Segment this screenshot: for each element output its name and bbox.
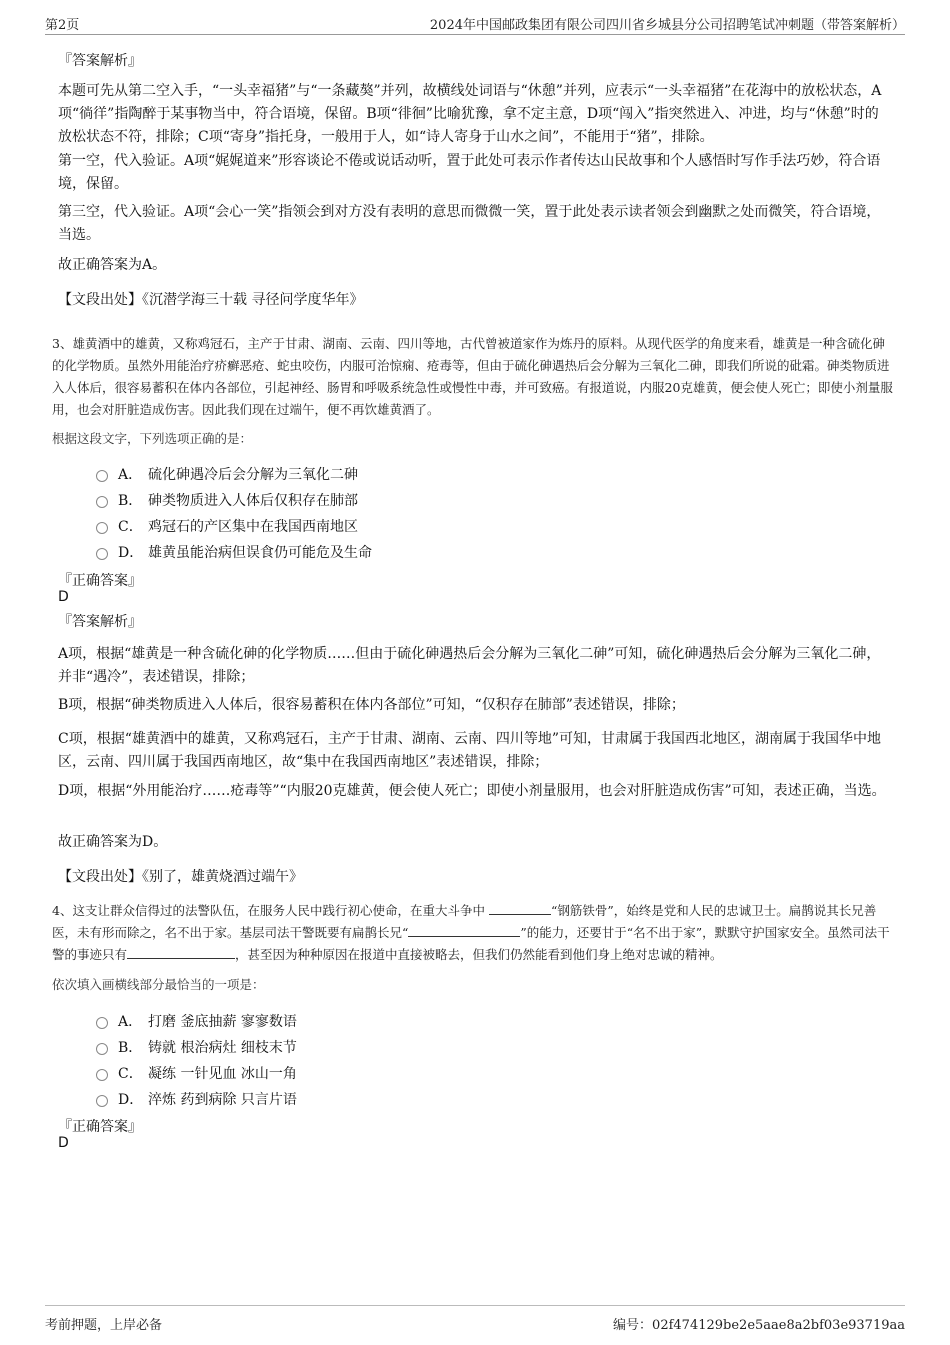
page-header	[45, 14, 905, 35]
passage-source: 【文段出处】《别了，雄黄烧酒过端午》	[58, 869, 303, 885]
stem-text: 4、这支让群众信得过的法警队伍，在服务人民中践行初心使命，在重大斗争中	[52, 903, 485, 918]
radio-button[interactable]	[96, 548, 108, 560]
option-text: 硫化砷遇冷后会分解为三氧化二砷	[148, 467, 358, 483]
option-text: 打磨 釜底抽薪 寥寥数语	[148, 1014, 297, 1030]
correct-answer-label: 『正确答案』	[58, 1119, 142, 1135]
option-c[interactable]	[96, 1063, 297, 1083]
option-b[interactable]	[96, 490, 358, 510]
document-title: 2024年中国邮政集团有限公司四川省乡城县分公司招聘笔试冲刺题（带答案解析）	[429, 18, 905, 33]
option-c[interactable]	[96, 516, 358, 536]
option-text: 鸡冠石的产区集中在我国西南地区	[148, 519, 358, 535]
option-d[interactable]	[96, 1089, 297, 1109]
radio-button[interactable]	[96, 1043, 108, 1055]
option-text: 砷类物质进入人体后仅积存在肺部	[148, 493, 358, 509]
page-footer	[45, 1305, 905, 1333]
document-id: 编号：02f474129be2e5aae8a2bf03e93719aa	[613, 1318, 905, 1333]
analysis-paragraph: B项，根据“砷类物质进入人体后，很容易蓄积在体内各部位”可知，“仅积存在肺部”表述错误，排除；	[58, 697, 685, 713]
option-b[interactable]	[96, 1037, 297, 1057]
option-key: C．	[118, 519, 143, 535]
final-answer-text: 故正确答案为D。	[58, 834, 168, 850]
option-key: D．	[118, 545, 144, 561]
correct-answer: D	[58, 1135, 69, 1151]
option-a[interactable]	[96, 464, 358, 484]
option-text: 淬炼 药到病除 只言片语	[148, 1092, 297, 1108]
option-key: A．	[118, 467, 143, 483]
option-text: 雄黄虽能治病但误食仍可能危及生命	[148, 545, 372, 561]
option-key: A．	[118, 1014, 143, 1030]
radio-button[interactable]	[96, 470, 108, 482]
question-prompt: 依次填入画横线部分最恰当的一项是：	[52, 977, 265, 992]
question-stem: 3、雄黄酒中的雄黄，又称鸡冠石，主产于甘肃、湖南、云南、四川等地，古代曾被道家作为炼丹的原料。从现代医学的角度来看，雄黄是一种含硫化砷的化学物质。虽然外用能治疗疥癣恶疮、蛇虫咬伤，内服可治惊痫、疮毒等，但由于硫化砷遇热后会分解为三氧化二砷，即我们所说的砒霜。砷类物质进入人体后，很容易蓄积在体内各部位，引起神经、肠胃和呼吸系统急性或慢性中毒，并可致癌。有报道说，内服20克雄黄，便会使人死亡；即使小剂量服用，也会对肝脏造成伤害。因此我们现在过端午，便不再饮雄黄酒了。	[52, 336, 893, 417]
radio-button[interactable]	[96, 1017, 108, 1029]
analysis-paragraph: D项，根据“外用能治疗……疮毒等”“内服20克雄黄，便会使人死亡；即使小剂量服用，也会对肝脏造成伤害”可知，表述正确，当选。	[58, 783, 886, 799]
radio-button[interactable]	[96, 1095, 108, 1107]
correct-answer-label: 『正确答案』	[58, 573, 142, 589]
correct-answer: D	[58, 589, 69, 605]
fill-blank	[127, 946, 235, 959]
final-answer-text: 故正确答案为A。	[58, 257, 167, 273]
radio-button[interactable]	[96, 496, 108, 508]
fill-blank	[489, 902, 551, 915]
option-key: C．	[118, 1066, 143, 1082]
option-key: B．	[118, 493, 143, 509]
passage-source: 【文段出处】《沉潜学海三十载 寻径问学度华年》	[58, 292, 364, 308]
analysis-paragraph: 本题可先从第二空入手，“一头幸福猪”与“一条藏獒”并列，故横线处词语与“休憩”并列，应表示“一头幸福猪”在花海中的放松状态，A项“徜徉”指陶醉于某事物当中，符合语境，保留。B项“徘徊”比喻犹豫，拿不定主意，D项“闯入”指突然进入、冲进，均与“休憩”时的放松状态不符，排除；C项“寄身”指托身，一般用于人，如“诗人寄身于山水之间”，不能用于“猪”，排除。	[58, 83, 882, 145]
option-key: B．	[118, 1040, 143, 1056]
analysis-paragraph: 第三空，代入验证。A项“会心一笑”指领会到对方没有表明的意思而微微一笑，置于此处表示读者领会到幽默之处而微笑，符合语境，当选。	[58, 204, 881, 243]
question-stem	[52, 900, 897, 966]
stem-text: ”的能力，还要甘于“名不出于家”，默默守护国家安全。虽然司法干警的事迹只有	[52, 925, 890, 962]
analysis-label: 『答案解析』	[58, 53, 142, 69]
stem-text: ，甚至因为种种原因在报道中直接被略去，但我们仍然能看到他们身上绝对忠诚的精神。	[235, 947, 723, 962]
page-number: 第2页	[45, 18, 80, 33]
option-key: D．	[118, 1092, 144, 1108]
option-text: 凝练 一针见血 冰山一角	[148, 1066, 297, 1082]
stem-text: “钢筋铁骨”，始终是党和人民的忠诚卫士。扁鹊说其长兄善医，未有形而除之，名不出于家。基层司法干警既要有扁鹊长兄“	[52, 903, 877, 940]
radio-button[interactable]	[96, 522, 108, 534]
radio-button[interactable]	[96, 1069, 108, 1081]
option-d[interactable]	[96, 542, 372, 562]
analysis-paragraph: A项，根据“雄黄是一种含硫化砷的化学物质……但由于硫化砷遇热后会分解为三氧化二砷”可知，硫化砷遇热后会分解为三氧化二砷，并非“遇冷”，表述错误，排除；	[58, 646, 881, 685]
analysis-paragraph: 第一空，代入验证。A项“娓娓道来”形容谈论不倦或说话动听，置于此处可表示作者传达山民故事和个人感悟时写作手法巧妙，符合语境，保留。	[58, 153, 881, 192]
analysis-paragraph: C项，根据“雄黄酒中的雄黄，又称鸡冠石，主产于甘肃、湖南、云南、四川等地”可知，甘肃属于我国西北地区，湖南属于我国华中地区，云南、四川属于我国西南地区，故“集中在我国西南地区”表述错误，排除；	[58, 731, 882, 770]
option-a[interactable]	[96, 1011, 297, 1031]
footer-slogan: 考前押题，上岸必备	[45, 1318, 163, 1333]
option-text: 铸就 根治病灶 细枝末节	[148, 1040, 297, 1056]
question-prompt: 根据这段文字，下列选项正确的是：	[52, 431, 253, 446]
fill-blank	[408, 924, 520, 937]
analysis-label: 『答案解析』	[58, 614, 142, 630]
